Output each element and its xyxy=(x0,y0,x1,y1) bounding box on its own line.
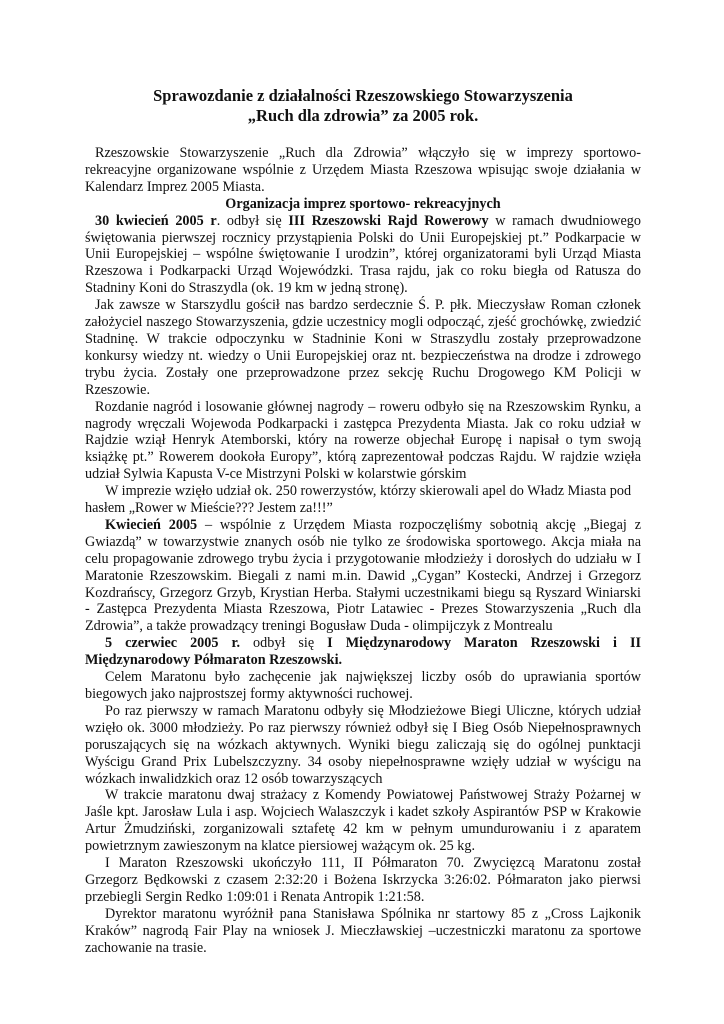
rajd-paragraph xyxy=(85,213,641,298)
kwiecien-date: Kwiecień 2005 xyxy=(105,516,198,533)
title-line-1: Sprawozdanie z działalności Rzeszowskiego Stowarzyszenia xyxy=(153,86,573,105)
document-page xyxy=(85,86,641,957)
title-line-2: „Ruch dla zdrowia” za 2005 rok. xyxy=(247,106,479,125)
maraton-event: I Międzynarodowy Maraton Rzeszowski i II Międzynarodowy Półmaraton Rzeszowski. xyxy=(85,635,642,669)
maraton-date: 5 czerwiec 2005 r. xyxy=(105,635,241,652)
strazacy-paragraph: W trakcie maratonu dwaj strażacy z Komendy Powiatowej Państwowej Straży Pożarnej w Jaśle kpt. Jarosław Lula i asp. Wojciech Walaszczyk i kadet szkoły Aspirantów PSP w Krakowie Artur Żmudziński, zorganizowali sztafetę 42 km w pełnym umundurowaniu i z aparatem powietrznym zawieszonym na klatce piersiowej ważącym ok. 25 kg. xyxy=(85,787,641,855)
rajd-text-1: . odbył się xyxy=(216,212,289,229)
kwiecien-paragraph xyxy=(85,517,641,635)
dyrektor-paragraph: Dyrektor maratonu wyróżnił pana Stanisława Spólnika nr startowy 85 z „Cross Lajkonik Kraków” nagrodą Fair Play na wniosek J. Mieczławskiej –uczestniczki maratonu za sportowe zachowanie na trasie. xyxy=(85,905,641,956)
maraton-text: odbył się xyxy=(240,635,328,652)
rajd-date: 30 kwiecień 2005 r xyxy=(95,212,217,229)
wyniki-paragraph: I Maraton Rzeszowski ukończyło 111, II Półmaraton 70. Zwycięzcą Maratonu został Grzegorz Będkowski z czasem 2:32:20 i Bożena Iskrzycka 3:26:02. Półmaraton jako pierwsi przebiegli Sergin Redko 1:09:01 i Renata Antropik 1:21:58. xyxy=(85,855,641,905)
maraton-paragraph xyxy=(85,635,641,669)
document-title xyxy=(85,86,641,126)
pierwszy-paragraph: Po raz pierwszy w ramach Maratonu odbyły się Młodzieżowe Biegi Uliczne, których udział wzięło ok. 3000 młodzieży. Po raz pierwszy również odbył się I Bieg Osób Niepełnosprawnych poruszających się na wózkach aktywnych. Wyniki biegu zaliczają się do ogólnej punktacji Wyścigu Grand Prix Lubelszczyzny. 34 osoby niepełnosprawne wzięły udział w wyścigu na wózkach inwalidzkich oraz 12 osób towarzyszących xyxy=(85,702,641,787)
section-heading: Organizacja imprez sportowo- rekreacyjnych xyxy=(225,195,501,212)
starszydlo-paragraph: Jak zawsze w Starszydlu gościł nas bardzo serdecznie Ś. P. płk. Mieczysław Roman członek założyciel naszego Stowarzyszenia, gdzie uczestnicy mogli odpocząć, zjeść grochówkę, zwiedzić Stadninę. W trakcie odpoczynku w Stadninie Koni w Straszydlu zostały przeprowadzone konkursy wiedzy nt. wiedzy o Unii Europejskiej oraz nt. bezpieczeństwa na drodze i zdrowego trybu życia. Zostały one przeprowadzone przez sekcję Ruchu Drogowego KM Policji w Rzeszowie. xyxy=(85,297,641,398)
celem-paragraph: Celem Maratonu było zachęcenie jak największej liczby osób do uprawiania sportów biegowych jako najprostszej formy aktywności ruchowej. xyxy=(85,669,641,702)
rajd-event: III Rzeszowski Rajd Rowerowy xyxy=(288,212,489,229)
intro-paragraph: Rzeszowskie Stowarzyszenie „Ruch dla Zdrowia” włączyło się w imprezy sportowo-rekreacyjne organizowane wspólnie z Urzędem Miasta Rzeszowa wpisując swoje działania w Kalendarz Imprez 2005 Miasta. xyxy=(85,145,641,195)
nagrody-paragraph: Rozdanie nagród i losowanie głównej nagrody – roweru odbyło się na Rzeszowskim Rynku, a nagrody wręczali Wojewoda Podkarpacki i zastępca Prezydenta Miasta. Jak co roku udział w Rajdzie wziął Henryk Atemborski, który na rowerze objechał Europę i napisał o tym swoją książkę pt.” Rowerem dookoła Europy”, którą zaprezentował podczas Rajdu. W rajdzie wzięła udział Sylwia Kapusta V-ce Mistrzyni Polski w kolarstwie górskim xyxy=(85,398,641,483)
rowerzysci-paragraph: W imprezie wzięło udział ok. 250 rowerzystów, którzy skierowali apel do Władz Miasta pod hasłem „Rower w Mieście??? Jestem za!!!” xyxy=(85,483,632,517)
rajd-text-2: w ramach dwudniowego świętowania pierwszej rocznicy przystąpienia Polski do Unii Europejskiej pt.” Podkarpacie w Unii Europejskiej – wspólne świętowanie I urodzin”, której organizatorami byli Urząd Miasta Rzeszowa i Podkarpacki Urząd Wojewódzki. Trasa rajdu, jak co roku biegła od Ratusza do Stadniny Koni do Straszydla (ok. 19 km w jedną stronę). xyxy=(85,212,641,297)
kwiecien-text: – wspólnie z Urzędem Miasta rozpoczęliśmy sobotnią akcję „Biegaj z Gwiazdą” w towarzystwie znanych osób nie tylko ze środowiska sportowego. Akcja miała na celu propagowanie zdrowego trybu życia i przygotowanie młodzieży i dorosłych do udziału w I Maratonie Rzeszowskim. Biegali z nami m.in. Dawid „Cygan” Kostecki, Andrzej i Grzegorz Kozdrańscy, Grzegorz Grzyb, Krystian Herba. Stałymi uczestnikami biegu są Ryszard Winiarski - Zastępca Prezydenta Miasta Rzeszowa, Piotr Latawiec - Prezes Stowarzyszenia „Ruch dla Zdrowia”, a także prowadzący treningi Bogusław Duda - olimpijczyk z Montrealu xyxy=(85,516,641,635)
